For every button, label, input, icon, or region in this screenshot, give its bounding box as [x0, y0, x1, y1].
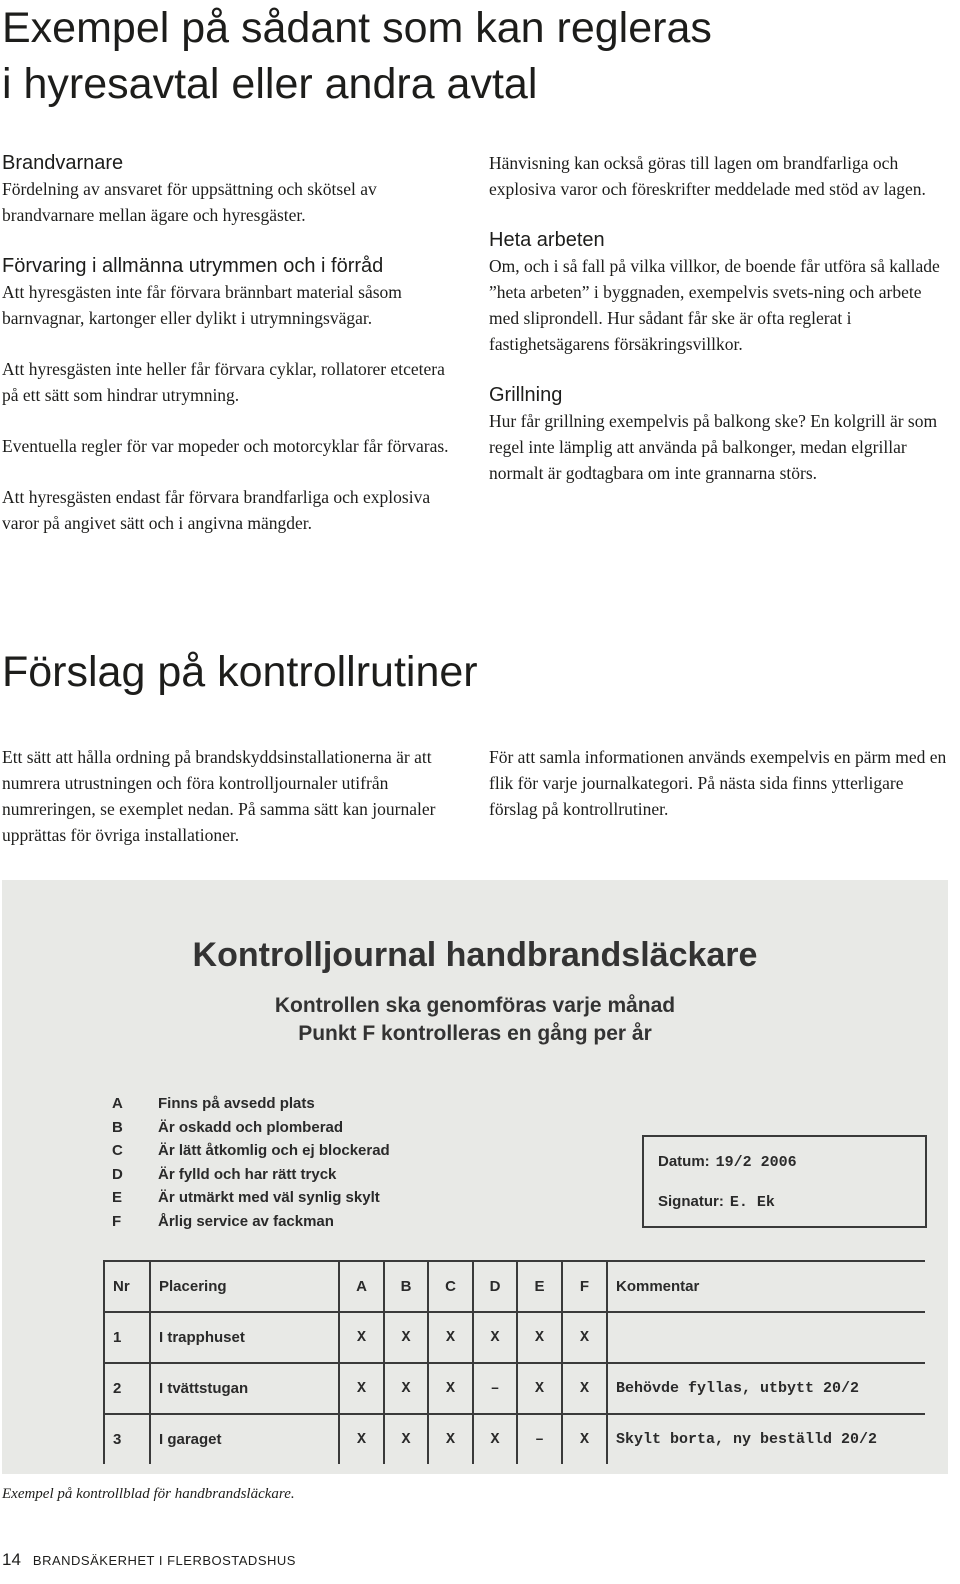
table-cell [607, 1312, 925, 1363]
date-label: Datum: [658, 1153, 710, 1170]
paragraph: Ett sätt att hålla ordning på brandskyddsinstallationerna är att numrera utrustningen och föra kontrolljournaler utifrån numreringen, se exemplet nedan. På samma sätt kan journaler upprättas för övriga installationer. [2, 747, 436, 845]
column-header: A [339, 1261, 384, 1312]
section-heading: Förvaring i allmänna utrymmen och i förråd [2, 255, 384, 277]
column-header: E [517, 1261, 562, 1312]
legend-item [112, 1210, 390, 1234]
paragraph: Att hyresgästen endast får förvara brandfarliga och explosiva varor på angivet sätt och i angivna mängder. [2, 487, 431, 533]
page-title-line-1: Exempel på sådant som kan regleras [2, 4, 712, 52]
journal-legend [112, 1092, 390, 1233]
table-cell: X [517, 1363, 562, 1414]
date-signature-box [642, 1135, 927, 1228]
signature-line [658, 1193, 775, 1211]
control-journal-image [2, 880, 948, 1474]
table-cell: X [339, 1414, 384, 1464]
journal-subtitle-1: Kontrollen ska genomföras varje månad [274, 994, 676, 1017]
table-cell: X [428, 1414, 473, 1464]
legend-key: C [112, 1142, 123, 1159]
table-cell: X [384, 1312, 428, 1363]
table-cell: Skylt borta, ny beställd 20/2 [607, 1414, 925, 1464]
signature-label: Signatur: [658, 1193, 724, 1210]
table-cell: X [562, 1312, 607, 1363]
table-cell: 1 [104, 1312, 150, 1363]
left-column-2 [2, 744, 462, 848]
column-header: B [384, 1261, 428, 1312]
date-line [658, 1153, 797, 1171]
page-footer [2, 1550, 296, 1570]
page-title [2, 0, 952, 112]
journal-subtitle-2: Punkt F kontrolleras en gång per år [298, 1022, 652, 1045]
legend-item [112, 1116, 390, 1140]
column-header: Placering [150, 1261, 339, 1312]
table-row [104, 1363, 925, 1414]
table-cell: X [339, 1312, 384, 1363]
section-forvaring [2, 253, 462, 331]
section-text: Fördelning av ansvaret för uppsättning och skötsel av brandvarnare mellan ägare och hyresgäster. [2, 179, 377, 225]
legend-text: Årlig service av fackman [158, 1212, 334, 1230]
table-cell: X [428, 1312, 473, 1363]
paragraph: Eventuella regler för var mopeder och motorcyklar får förvaras. [2, 436, 449, 456]
signature-value: E. Ek [729, 1194, 775, 1211]
table-cell: – [517, 1414, 562, 1464]
table-row [104, 1414, 925, 1464]
section-title: Förslag på kontrollrutiner [2, 648, 478, 696]
column-header: C [428, 1261, 473, 1312]
legend-key: E [112, 1189, 123, 1206]
table-row [104, 1312, 925, 1363]
legend-key: B [112, 1118, 123, 1136]
paragraph: Att hyresgästen inte heller får förvara cyklar, rollatorer etcetera på ett sätt som hindrar utrymning. [2, 359, 445, 405]
section-brandvarnare [2, 150, 462, 228]
table-header-row [104, 1261, 925, 1312]
table-cell: I trapphuset [150, 1312, 339, 1363]
table-cell: Behövde fyllas, utbytt 20/2 [607, 1363, 925, 1414]
legend-text: Är utmärkt med väl synlig skylt [158, 1189, 380, 1206]
table-cell: X [517, 1312, 562, 1363]
section-text: Om, och i så fall på vilka villkor, de boende får utföra så kallade ”heta arbeten” i byggnaden, exempelvis svets-ning och arbete med sliprondell. Hur sådant får ske är ofta reglerat i fastighetsägarens försäkringsvillkor. [489, 256, 940, 354]
paragraph: Hänvisning kan också göras till lagen om brandfarliga och explosiva varor och föreskrifter meddelade med stöd av lagen. [489, 153, 926, 199]
legend-item [112, 1139, 390, 1163]
column-header: D [473, 1261, 517, 1312]
date-value: 19/2 2006 [715, 1154, 797, 1171]
section-heta-arbeten [489, 227, 949, 357]
journal-title: Kontrolljournal handbrandsläckare [192, 936, 758, 974]
paragraph: För att samla informationen används exempelvis en pärm med en flik för varje journalkategori. På nästa sida finns ytterligare förslag på kontrollrutiner. [489, 747, 947, 819]
table-cell: I garaget [150, 1414, 339, 1464]
table-cell: X [339, 1363, 384, 1414]
legend-key: D [112, 1165, 123, 1183]
page-title-line-2: i hyresavtal eller andra avtal [2, 60, 538, 108]
table-cell: X [473, 1414, 517, 1464]
legend-item [112, 1186, 390, 1210]
table-cell: 2 [104, 1363, 150, 1414]
legend-item [112, 1092, 390, 1116]
legend-key: A [112, 1095, 123, 1112]
table-cell: I tvättstugan [150, 1363, 339, 1414]
column-header: Nr [104, 1261, 150, 1312]
section-heading: Brandvarnare [2, 152, 124, 174]
table-cell: X [473, 1312, 517, 1363]
legend-text: Finns på avsedd plats [158, 1095, 315, 1112]
section-text: Att hyresgästen inte får förvara brännbart material såsom barnvagnar, kartonger eller dylikt i utrymningsvägar. [2, 282, 402, 328]
column-header: F [562, 1261, 607, 1312]
journal-table [103, 1260, 925, 1464]
table-cell: X [428, 1363, 473, 1414]
section-text: Hur får grillning exempelvis på balkong ske? En kolgrill är som regel inte lämplig att använda på balkonger, medan elgrillar normalt är godtagbara om inte grannarna störs. [489, 411, 938, 483]
figure-caption: Exempel på kontrollblad för handbrandsläckare. [2, 1486, 295, 1502]
legend-item [112, 1163, 390, 1187]
table-cell: X [384, 1414, 428, 1464]
right-column [489, 150, 949, 486]
section-grillning [489, 382, 949, 486]
column-header: Kommentar [607, 1261, 925, 1312]
running-title: BRANDSÄKERHET I FLERBOSTADSHUS [32, 1553, 296, 1568]
left-column [2, 150, 462, 536]
legend-text: Är fylld och har rätt tryck [158, 1165, 337, 1183]
page-number: 14 [2, 1550, 21, 1569]
table-cell: 3 [104, 1414, 150, 1464]
legend-text: Är oskadd och plomberad [158, 1118, 344, 1136]
table-cell: X [562, 1414, 607, 1464]
table-cell: X [384, 1363, 428, 1414]
table-cell: – [473, 1363, 517, 1414]
table-cell: X [562, 1363, 607, 1414]
section-heading: Heta arbeten [489, 229, 605, 251]
section-heading: Grillning [489, 384, 563, 406]
right-column-2 [489, 744, 949, 822]
legend-key: F [112, 1212, 122, 1230]
legend-text: Är lätt åtkomlig och ej blockerad [158, 1142, 390, 1159]
